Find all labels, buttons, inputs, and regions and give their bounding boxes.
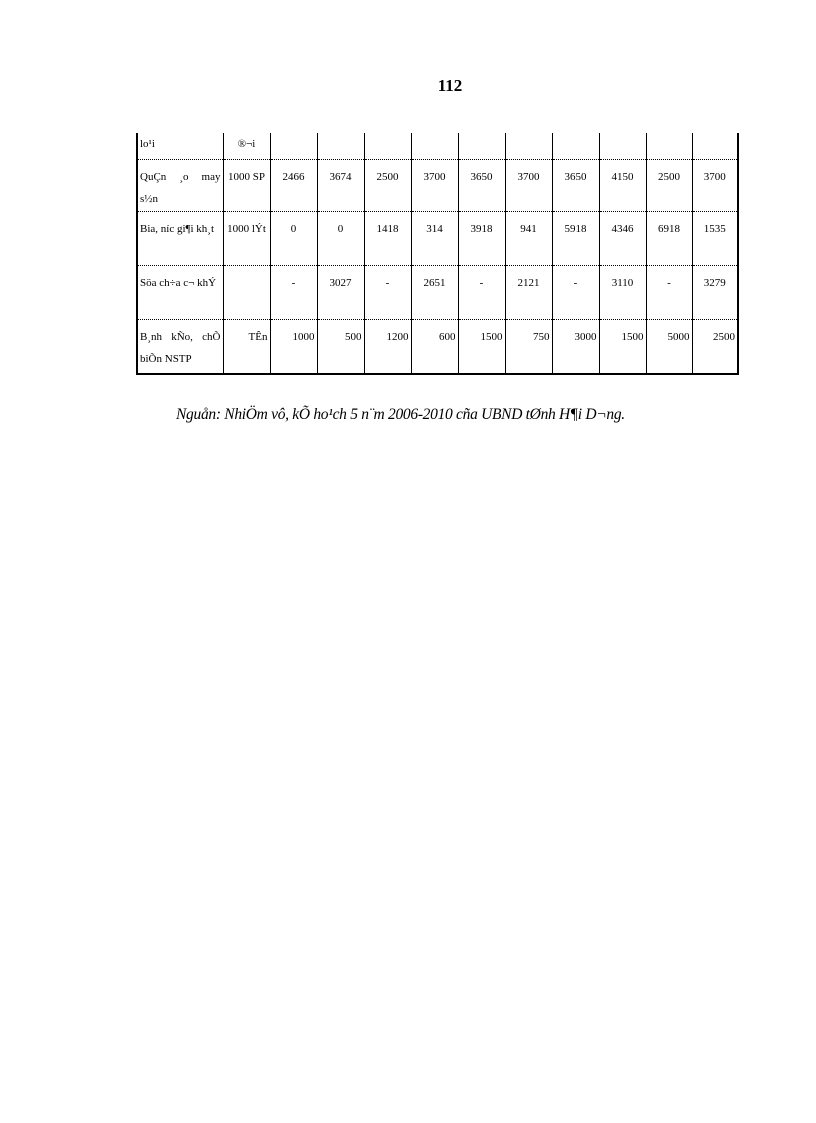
table-cell: 1000	[270, 320, 317, 375]
table-cell	[599, 133, 646, 160]
table-cell: 941	[505, 212, 552, 266]
table-cell: 3700	[692, 160, 738, 212]
source-note: Nguån: NhiÖm vô, kÕ ho¹ch 5 n¨m 2006-2010 cña UBND tØnh H¶i D¬ng.	[176, 406, 625, 423]
table-cell: 2121	[505, 266, 552, 320]
row-unit: ®¬i	[223, 133, 270, 160]
table-cell: 5000	[646, 320, 692, 375]
table-cell: 0	[270, 212, 317, 266]
table-row	[137, 266, 738, 320]
table-cell	[458, 133, 505, 160]
table-cell	[646, 133, 692, 160]
table-cell: 3027	[317, 266, 364, 320]
table-cell: 750	[505, 320, 552, 375]
table-cell: 2500	[692, 320, 738, 375]
table-row	[137, 212, 738, 266]
table-cell: 3700	[505, 160, 552, 212]
row-unit: 1000 SP	[223, 160, 270, 212]
table-cell	[505, 133, 552, 160]
table-cell: 4150	[599, 160, 646, 212]
table-cell: 3110	[599, 266, 646, 320]
table-cell: 2500	[364, 160, 411, 212]
table-cell: 3650	[458, 160, 505, 212]
row-label: QuÇn ¸o may s½n	[137, 160, 223, 212]
table-cell: -	[364, 266, 411, 320]
row-label: B¸nh kÑo, chÕ biÕn NSTP	[137, 320, 223, 375]
table-row	[137, 160, 738, 212]
row-unit: TÊn	[223, 320, 270, 375]
table-cell: 314	[411, 212, 458, 266]
table-row	[137, 133, 738, 160]
table-cell	[364, 133, 411, 160]
table-cell: 0	[317, 212, 364, 266]
table-cell: 3674	[317, 160, 364, 212]
table-cell: 1500	[599, 320, 646, 375]
table-cell: 4346	[599, 212, 646, 266]
table-cell: -	[646, 266, 692, 320]
table-cell	[270, 133, 317, 160]
table-cell: 3918	[458, 212, 505, 266]
table-cell: 1535	[692, 212, 738, 266]
table-cell: 5918	[552, 212, 599, 266]
table-cell	[411, 133, 458, 160]
data-table	[136, 133, 739, 375]
row-label: Söa ch÷a c¬ khÝ	[137, 266, 223, 320]
table-cell: 500	[317, 320, 364, 375]
table-cell	[552, 133, 599, 160]
page-number: 112	[437, 76, 463, 95]
table-cell: 3000	[552, 320, 599, 375]
table-cell: 1418	[364, 212, 411, 266]
table-cell: 2651	[411, 266, 458, 320]
table-cell: 1200	[364, 320, 411, 375]
table-cell	[692, 133, 738, 160]
table-cell: 600	[411, 320, 458, 375]
table-cell: 2500	[646, 160, 692, 212]
table-cell	[317, 133, 364, 160]
table-cell: -	[552, 266, 599, 320]
table-cell: -	[270, 266, 317, 320]
table-cell: 6918	[646, 212, 692, 266]
table-cell: 3279	[692, 266, 738, 320]
row-label: lo¹i	[137, 133, 223, 160]
table-cell: 1500	[458, 320, 505, 375]
table-cell: 3650	[552, 160, 599, 212]
table-cell: 3700	[411, 160, 458, 212]
table-row	[137, 320, 738, 375]
row-unit	[223, 266, 270, 320]
row-unit: 1000 lÝt	[223, 212, 270, 266]
table-cell: -	[458, 266, 505, 320]
table-cell: 2466	[270, 160, 317, 212]
row-label: Bia, níc gi¶i kh¸t	[137, 212, 223, 266]
